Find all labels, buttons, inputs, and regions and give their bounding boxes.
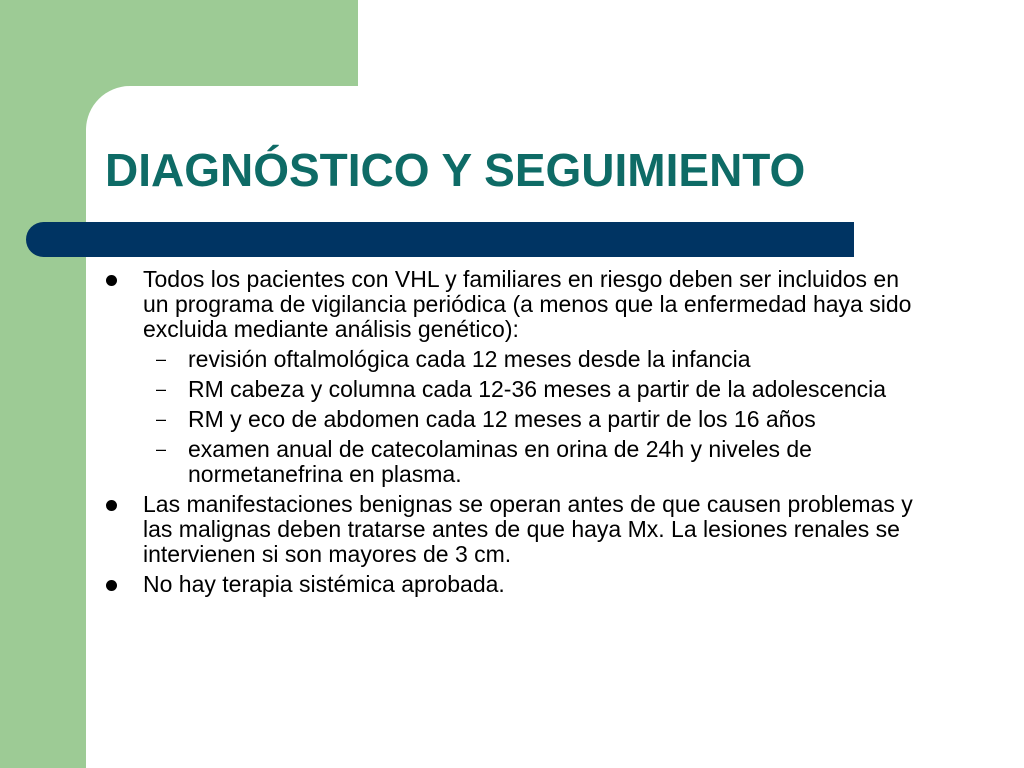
sub-bullet-text: RM y eco de abdomen cada 12 meses a partir de los 16 años — [188, 406, 816, 432]
bullet-dot-icon — [106, 500, 117, 511]
bullet-text: Todos los pacientes con VHL y familiares en riesgo deben ser incluidos en un programa de vigilancia periódica (a menos que la enfermedad haya sido excluida mediante análisis genético): — [143, 266, 912, 342]
slide-title: DIAGNÓSTICO Y SEGUIMIENTO — [105, 144, 806, 196]
sub-bullet-item — [103, 377, 923, 402]
sub-bullet-item — [103, 407, 923, 432]
bullet-dot-icon — [106, 580, 117, 591]
sub-bullet-text: examen anual de catecolaminas en orina de 24h y niveles de normetanefrina en plasma. — [188, 436, 812, 487]
bullet-text: No hay terapia sistémica aprobada. — [143, 571, 505, 597]
sub-bullet-item — [103, 347, 923, 372]
sub-bullet-item — [103, 437, 923, 487]
dash-icon: – — [156, 439, 167, 459]
bullet-item — [103, 492, 923, 567]
bullet-item — [103, 267, 923, 342]
bullet-text: Las manifestaciones benignas se operan antes de que causen problemas y las malignas deben tratarse antes de que haya Mx. La lesiones renales se intervienen si son mayores de 3 cm. — [143, 491, 913, 567]
bullet-dot-icon — [106, 275, 117, 286]
title-underline-bar — [26, 222, 854, 257]
dash-icon: – — [156, 409, 167, 429]
dash-icon: – — [156, 349, 167, 369]
bullet-item — [103, 572, 923, 597]
sub-bullet-text: revisión oftalmológica cada 12 meses desde la infancia — [188, 346, 751, 372]
dash-icon: – — [156, 379, 167, 399]
sub-bullet-text: RM cabeza y columna cada 12-36 meses a partir de la adolescencia — [188, 376, 887, 402]
bullet-list — [103, 267, 923, 602]
